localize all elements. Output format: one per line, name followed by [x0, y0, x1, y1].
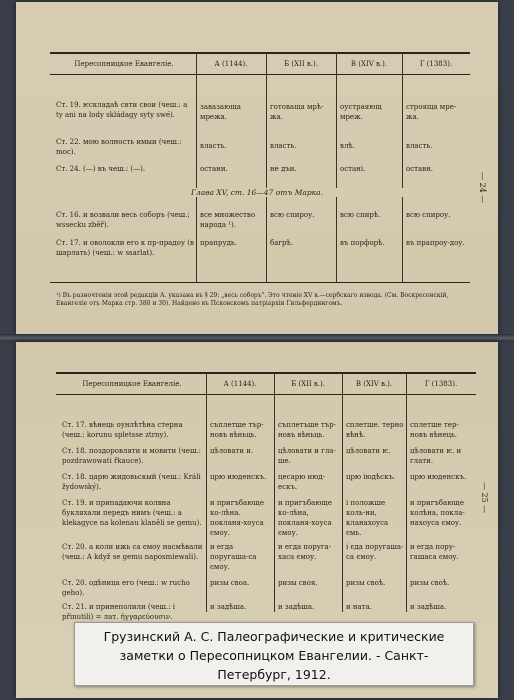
header-b: Б (XII в.). — [284, 60, 318, 68]
table-cell: всю спирѣ. — [340, 211, 381, 219]
table-cell: остани. — [200, 165, 228, 173]
header-d: Г (1383). — [424, 380, 458, 388]
table-row-source: Ст. 20. а коли ижь са ємоу насмѣвали (чеш.: A když se gemu naposmiewali). — [62, 543, 203, 561]
table-cell: цѣловати ѥ. и глати. — [410, 447, 462, 465]
label-line-1: Грузинский А. С. Палеографические и критические — [103, 629, 445, 644]
table-cell: оустраяющ мреж. — [340, 103, 382, 121]
table-cell: цѣловати и. — [210, 447, 254, 455]
table-top-rule — [56, 372, 476, 374]
column-divider — [342, 372, 343, 612]
table-cell: црю іюдѣскъ. — [346, 473, 396, 481]
table-cell: багрѣ. — [270, 239, 293, 247]
bibliographic-label — [74, 622, 474, 686]
header-c: В (XIV в.). — [355, 380, 393, 388]
table-cell: и пригъбающе ко-лѣна. покланя-хоуса ємоу. — [210, 499, 264, 537]
table-cell: и егда пору-гашаса ємоу. — [410, 543, 459, 561]
header-a: А (1144). — [214, 60, 248, 68]
header-a: А (1144). — [223, 380, 257, 388]
table-cell: и пригъбающе колѣна, покла-нахоуса ємоу. — [410, 499, 465, 527]
header-source: Пересопницкое Евангеліе. — [82, 380, 182, 388]
column-divider — [266, 52, 267, 282]
table-cell: власть. — [406, 142, 433, 150]
header-c: В (XIV в.). — [350, 60, 388, 68]
header-bottom-rule — [50, 74, 470, 75]
table-row-source: Ст. 16. и возвали весь соборъ (чеш.: wssecku zběř). — [56, 211, 190, 229]
header-bottom-rule — [56, 394, 476, 395]
chapter-caption: Глава XV, ст. 16—47 отъ Марка. — [76, 188, 438, 197]
table-cell: въ прапроу-доу. — [406, 239, 465, 247]
table-cell: цѣловати ѥ. — [346, 447, 391, 455]
table-row-source: Ст. 22. мою волность имыи (чеш.: moc). — [56, 138, 182, 156]
table-row-source: Ст. 18. царю жидовьскый (чеш.: Králi žydowský). — [62, 473, 201, 491]
table-cell: и задѣша. — [410, 603, 447, 611]
label-line-2: заметки о Пересопницком Евангелии. - Санкт- — [119, 648, 429, 663]
table-cell: съплетъше тър-новъ вѣньць. — [278, 421, 337, 439]
table-top-rule — [50, 52, 470, 54]
table-cell: прапрудь. — [200, 239, 237, 247]
table-cell: строяща мре-жа. — [406, 103, 457, 121]
table-cell: ризы своѣ. — [346, 579, 386, 587]
column-divider — [206, 372, 207, 612]
table-row-source: Ст. 20. одѣница его (чеш.: w rucho geho). — [62, 579, 190, 597]
table-cell: всю спироу. — [270, 211, 315, 219]
table-cell: готоваща мрѣ-жа. — [270, 103, 324, 121]
footnote: ¹) Въ разночтеніи этой редакціи А. указана въ § 29: „весь соборъ". Это чтеніе XV в.—сербскаго извода. (См. Воскресенскій, Евангеліе отъ Марка стр. 380 и 30). Найдено въ Псковскомъ патріархіи Гильфердингомъ. — [56, 292, 449, 307]
header-source: Пересопницкое Евангеліе. — [74, 60, 174, 68]
table-row-source: Ст. 17. вѣнець оунлѣтѣна стерна (чеш.: korunu spletsse ztrny). — [62, 421, 183, 439]
table-cell: и пригъбающе ко-лѣна, покланя-хоуса ємоу. — [278, 499, 332, 537]
table-cell: цѣловати и гла-ше. — [278, 447, 336, 465]
table-cell: съплетше тър-новъ вѣньць. — [210, 421, 264, 439]
table-cell: и ната. — [346, 603, 373, 611]
upper-page — [16, 2, 498, 334]
table-cell: и задѣша. — [210, 603, 247, 611]
column-divider — [406, 372, 407, 612]
book-spine-gap — [0, 334, 514, 342]
page-number: — 24 — — [478, 172, 487, 204]
table-row-source: Ст. 19. ѥсκладаѣ свти свои (чеш.: a ty ani na lody skládagy syty swé). — [56, 101, 188, 119]
table-cell: остані. — [340, 165, 366, 173]
table-cell: и егда поругаша-са ємоу. — [210, 543, 257, 571]
page-number: — 25 — — [480, 482, 489, 514]
table-cell: ризы своя. — [278, 579, 318, 587]
table-cell: і положше коль-ни, кланахоуса ємь. — [346, 499, 389, 537]
table-cell: и егда поруга-хаса ємоу. — [278, 543, 332, 561]
column-divider — [196, 52, 197, 282]
table-cell: и задѣша. — [278, 603, 315, 611]
table-row-source: Ст. 24. (—) въ чеш.: (—). — [56, 165, 146, 173]
table-cell: црю июденскъ. — [210, 473, 267, 481]
table-cell: влѣ. — [340, 142, 355, 150]
table-cell: все множество народа ¹). — [200, 211, 256, 229]
table-row-source: Ст. 19. и припадаючи колвна букляхали передъ нимъ (чеш.: a klekagyce na kolenau klaněli se gemu). — [62, 499, 202, 527]
table-cell: въ порфорѣ. — [340, 239, 385, 247]
table-cell: ризы своѣ. — [410, 579, 450, 587]
header-b: Б (XII в.). — [291, 380, 325, 388]
column-divider — [274, 372, 275, 612]
table-cell: црю июденскъ. — [410, 473, 467, 481]
column-divider — [402, 52, 403, 282]
table-row-source: Ст. 18. поздоровляти и мовити (чеш.: pozdrawowati řkauce). — [62, 447, 202, 465]
table-cell: власть. — [200, 142, 227, 150]
table-cell: сплетше. терно вѣнѣ. — [346, 421, 404, 439]
table-cell: власть. — [270, 142, 297, 150]
label-line-3: Петербург, 1912. — [217, 667, 331, 682]
table-cell: завазающа мрежа. — [200, 103, 241, 121]
table-bottom-rule — [50, 282, 470, 283]
table-cell: сплетше тер-новъ вѣнець. — [410, 421, 459, 439]
table-cell: ризы своа. — [210, 579, 250, 587]
table-cell: і єда поругаша-са ємоу. — [346, 543, 404, 561]
header-d: Г (1383). — [419, 60, 453, 68]
table-cell: цесарю июд-ескъ. — [278, 473, 325, 491]
table-row-source: Ст. 21. и принеполили (чеш.: i přinutili) = лат. ἠγγαρεύουσιν. — [62, 603, 175, 621]
table-cell: всю спироу. — [406, 211, 451, 219]
column-divider — [336, 52, 337, 282]
table-cell: оставн. — [406, 165, 434, 173]
table-row-source: Ст. 17. и оволокли его к пр-прадоу (в шарлать) (чеш.: w ssarlat). — [56, 239, 194, 257]
table-cell: не дъи. — [270, 165, 297, 173]
